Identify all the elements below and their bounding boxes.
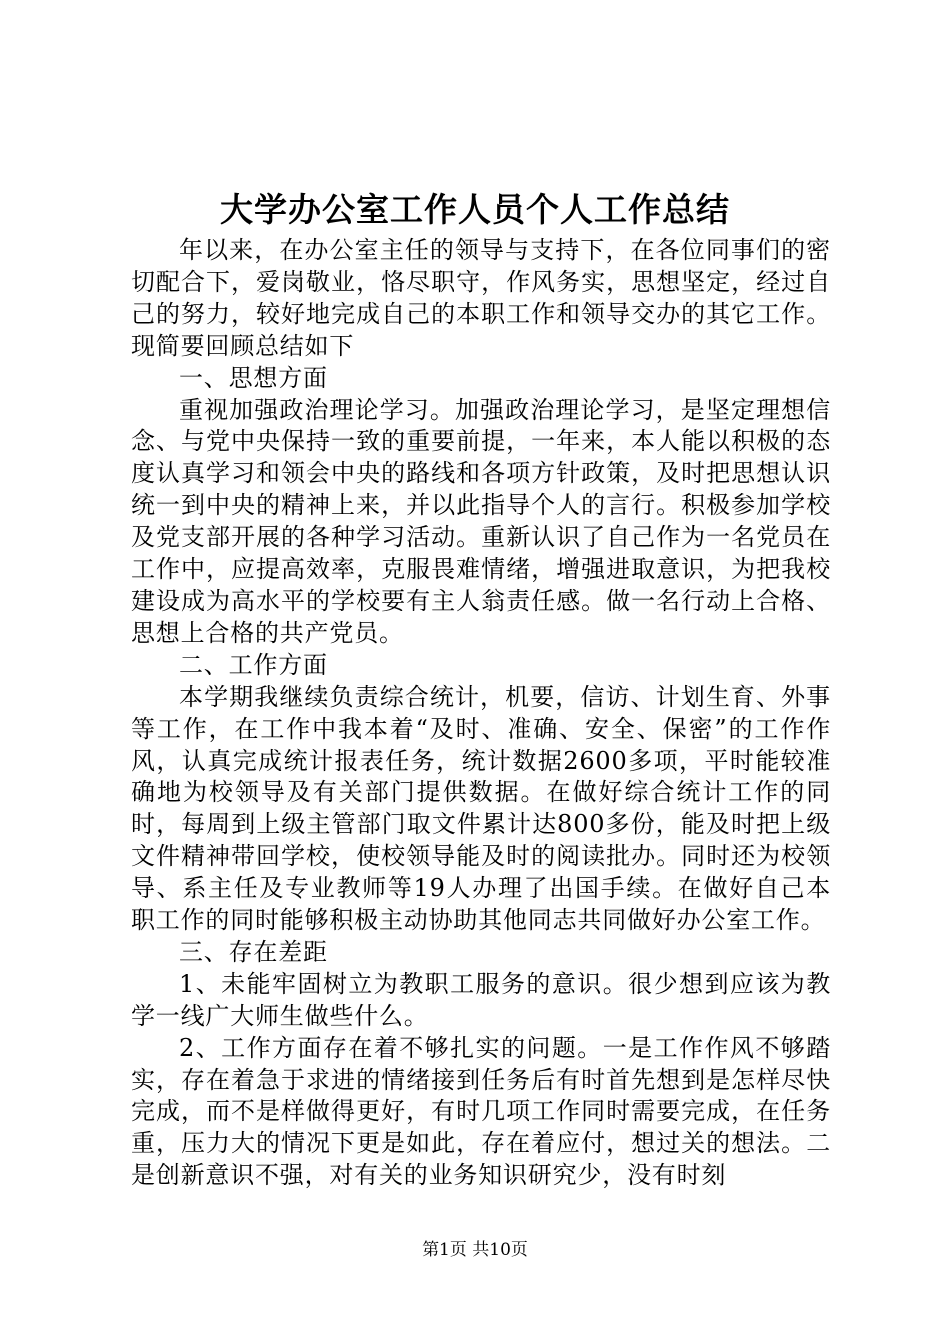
section-heading-work: 二、工作方面: [179, 650, 328, 679]
gap-item-1: 1、未能牢固树立为教职工服务的意识。很少想到应该为教学一线广大师生做些什么。: [131, 969, 831, 1030]
page-number-footer: 第1页 共10页: [422, 1240, 528, 1260]
document-title: 大学办公室工作人员个人工作总结: [220, 190, 730, 229]
intro-paragraph: 年以来，在办公室主任的领导与支持下，在各位同事们的密切配合下，爱岗敬业，恪尽职守，作风务实，思想坚定，经过自己的努力，较好地完成自己的本职工作和领导交办的其它工作。现简要回顾总结如下: [131, 236, 831, 360]
document-body: [131, 235, 831, 1192]
work-paragraph: 本学期我继续负责综合统计，机要，信访、计划生育、外事等工作，在工作中我本着“及时、准确、安全、保密”的工作作风，认真完成统计报表任务，统计数据2600多项，平时能较准确地为校领导及有关部门提供数据。在做好综合统计工作的同时，每周到上级主管部门取文件累计达800多份，能及时把上级文件精神带回学校，使校领导能及时的阅读批办。同时还为校领导、系主任及专业教师等19人办理了出国手续。在做好自己本职工作的同时能够积极主动协助其他同志共同做好办公室工作。: [131, 682, 831, 935]
section-heading-gaps: 三、存在差距: [179, 937, 328, 966]
section-heading-thought: 一、思想方面: [179, 363, 328, 392]
thought-paragraph: 重视加强政治理论学习。加强政治理论学习，是坚定理想信念、与党中央保持一致的重要前提，一年来，本人能以积极的态度认真学习和领会中央的路线和各项方针政策，及时把思想认识统一到中央的精神上来，并以此指导个人的言行。积极参加学校及党支部开展的各种学习活动。重新认识了自己作为一名党员在工作中，应提高效率，克服畏难情绪，增强进取意识，为把我校建设成为高水平的学校要有主人翁责任感。做一名行动上合格、思想上合格的共产党员。: [131, 395, 831, 647]
gap-item-2: 2、工作方面存在着不够扎实的问题。一是工作作风不够踏实，存在着急于求进的情绪接到任务后有时首先想到是怎样尽快完成，而不是样做得更好，有时几项工作同时需要完成，在任务重，压力大的情况下更是如此，存在着应付，想过关的想法。二是创新意识不强，对有关的业务知识研究少，没有时刻: [131, 1033, 831, 1190]
